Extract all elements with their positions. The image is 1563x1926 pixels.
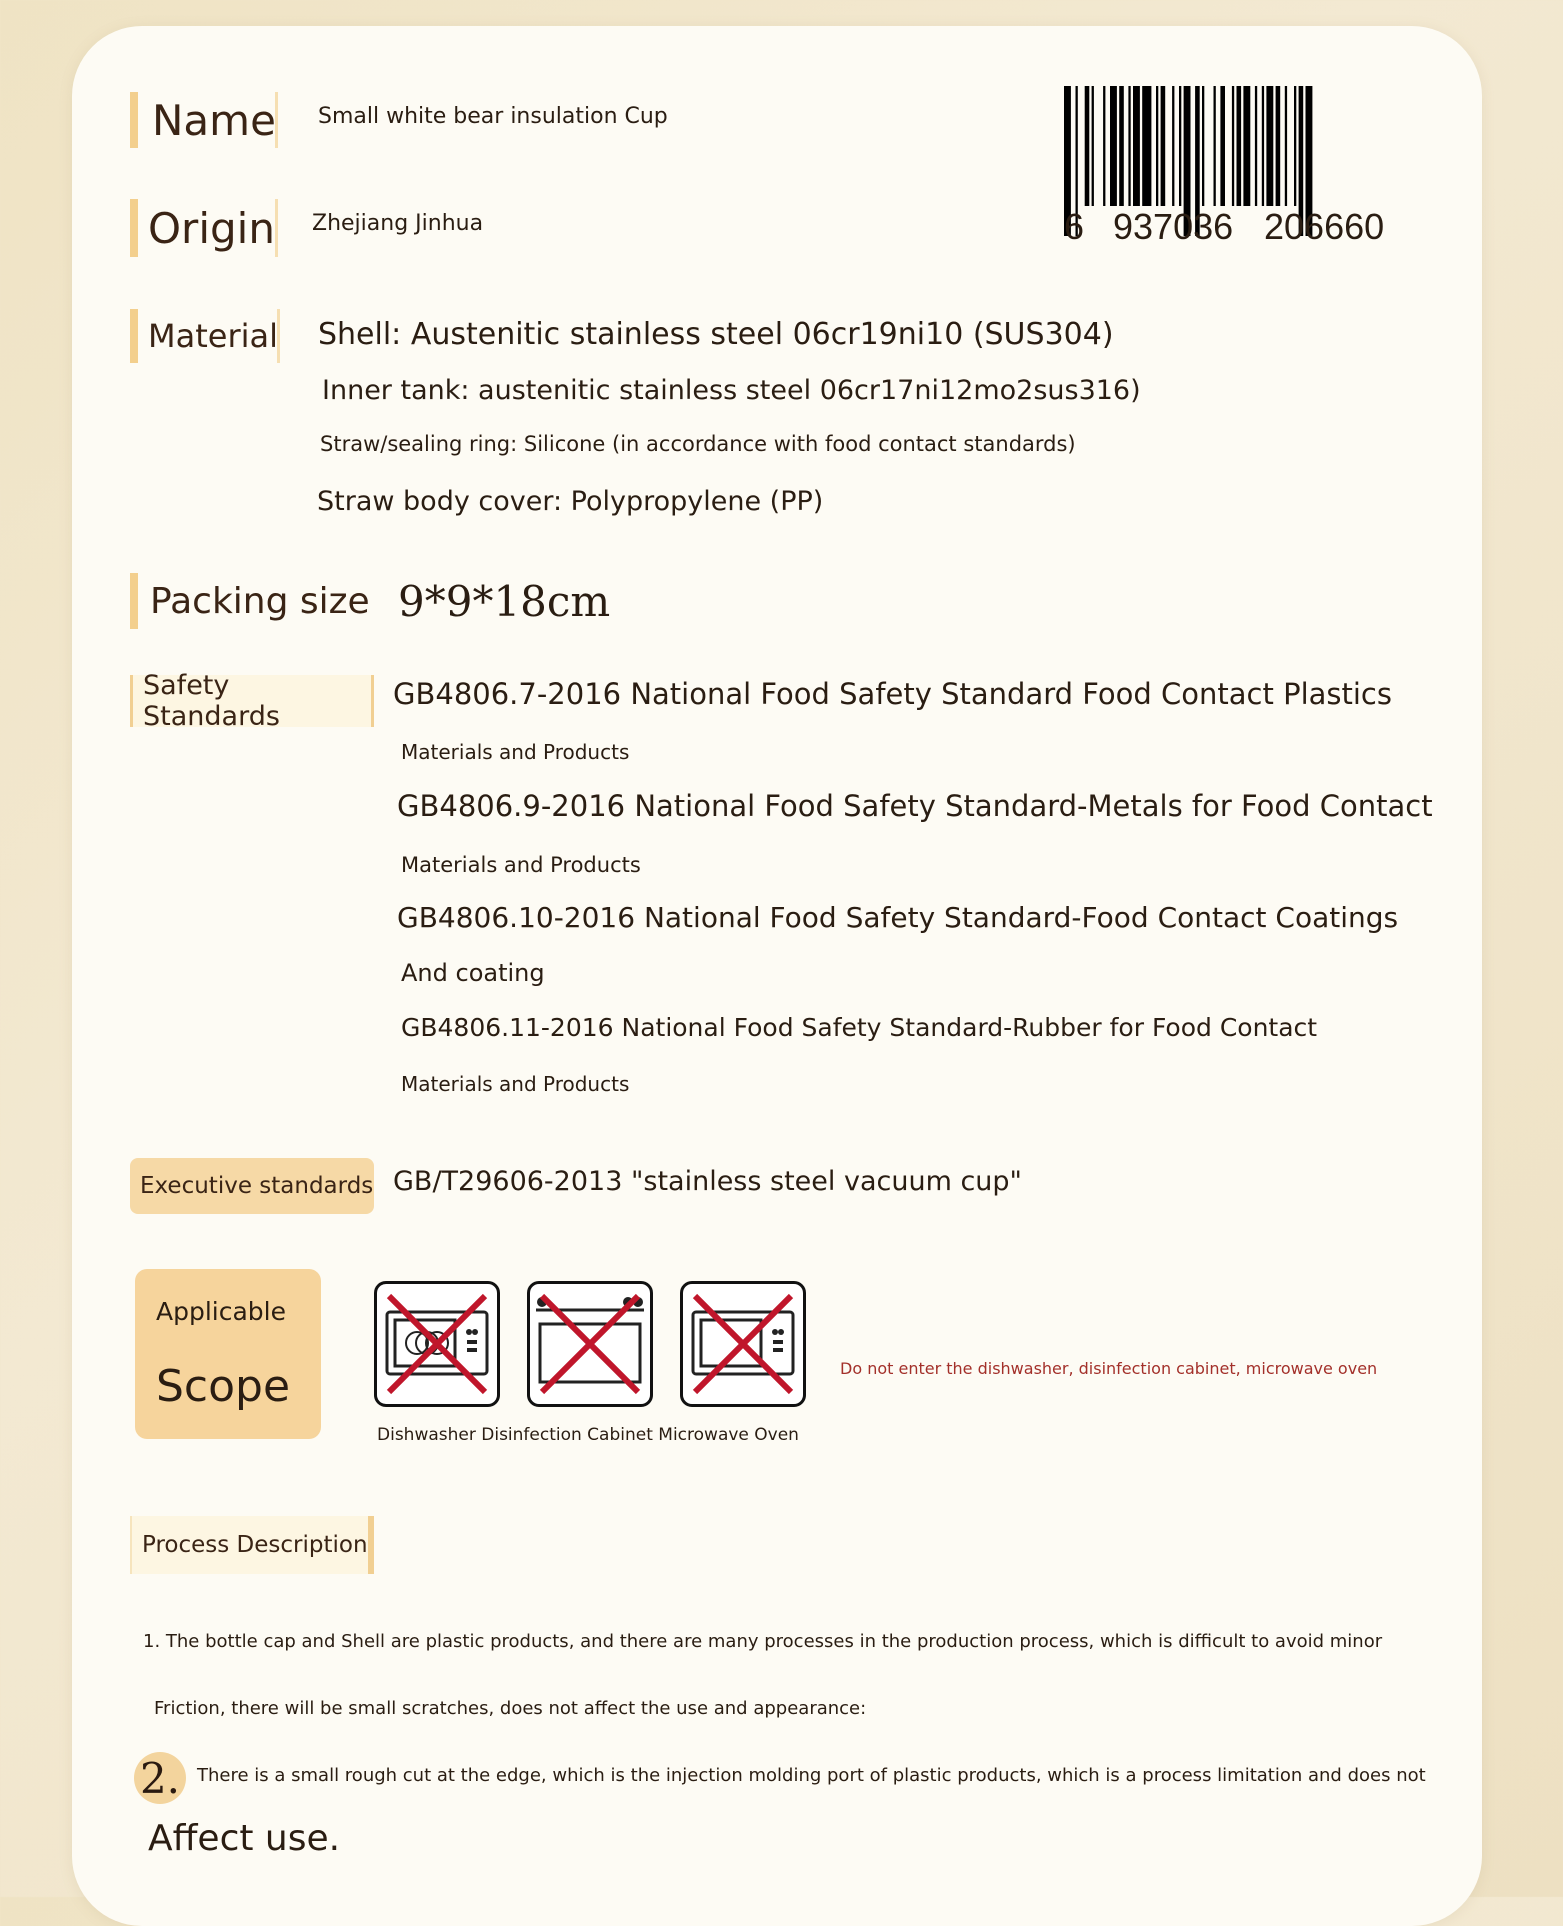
applicable-label-bottom: Scope xyxy=(156,1361,291,1412)
applicable-label-top: Applicable xyxy=(156,1297,286,1326)
material-line-4: Straw body cover: Polypropylene (PP) xyxy=(317,486,824,517)
name-label: Name xyxy=(130,92,278,148)
packing-size-label: Packing size xyxy=(130,573,370,629)
process-item-2-line-1: There is a small rough cut at the edge, which is the injection molding port of plastic products, which is a process limitation and does not xyxy=(197,1765,1426,1786)
origin-label: Origin xyxy=(130,199,278,257)
disinfection-cabinet-icon xyxy=(527,1281,653,1407)
barcode-first-digit: 6 xyxy=(1064,206,1085,247)
material-line-1: Shell: Austenitic stainless steel 06cr19ni10 (SUS304) xyxy=(318,317,1114,352)
appliance-caption: Dishwasher Disinfection Cabinet Microwave Oven xyxy=(377,1425,799,1445)
executive-standards-value: GB/T29606-2013 "stainless steel vacuum cup" xyxy=(393,1166,1022,1197)
process-item-1-line-2: Friction, there will be small scratches, does not affect the use and appearance: xyxy=(154,1698,867,1719)
origin-value: Zhejiang Jinhua xyxy=(312,211,484,236)
safety-line-5: GB4806.10-2016 National Food Safety Standard-Food Contact Coatings xyxy=(397,901,1399,934)
material-line-2: Inner tank: austenitic stainless steel 06cr17ni12mo2sus316) xyxy=(322,375,1141,406)
barcode-right-group: 206660 xyxy=(1264,206,1385,247)
safety-line-7: GB4806.11-2016 National Food Safety Standard-Rubber for Food Contact xyxy=(401,1013,1318,1042)
material-label: Material xyxy=(130,309,280,363)
process-item-2-line-2: Affect use. xyxy=(148,1818,341,1859)
appliance-warning: Do not enter the dishwasher, disinfection cabinet, microwave oven xyxy=(840,1359,1378,1378)
safety-standards-label: Safety Standards xyxy=(130,675,374,727)
material-line-3: Straw/sealing ring: Silicone (in accordance with food contact standards) xyxy=(320,432,1076,456)
safety-line-8: Materials and Products xyxy=(401,1072,630,1096)
safety-line-2: Materials and Products xyxy=(401,740,630,764)
process-item-1-line-1: 1. The bottle cap and Shell are plastic products, and there are many processes in the production process, which is difficult to avoid minor xyxy=(143,1631,1383,1652)
applicable-scope-label xyxy=(135,1269,321,1439)
packing-size-value: 9*9*18cm xyxy=(398,577,611,626)
safety-line-6: And coating xyxy=(401,959,545,987)
safety-line-3: GB4806.9-2016 National Food Safety Standard-Metals for Food Contact xyxy=(397,789,1433,823)
dishwasher-icon xyxy=(374,1281,500,1407)
safety-line-1: GB4806.7-2016 National Food Safety Standard Food Contact Plastics xyxy=(393,677,1392,711)
microwave-oven-icon xyxy=(680,1281,806,1407)
name-value: Small white bear insulation Cup xyxy=(318,104,668,129)
process-description-label: Process Description xyxy=(130,1516,374,1574)
barcode xyxy=(1060,84,1420,248)
safety-line-4: Materials and Products xyxy=(401,853,641,877)
barcode-left-group: 937036 xyxy=(1113,206,1234,247)
process-item-2-number: 2. xyxy=(134,1752,186,1804)
executive-standards-label: Executive standards xyxy=(130,1158,374,1214)
